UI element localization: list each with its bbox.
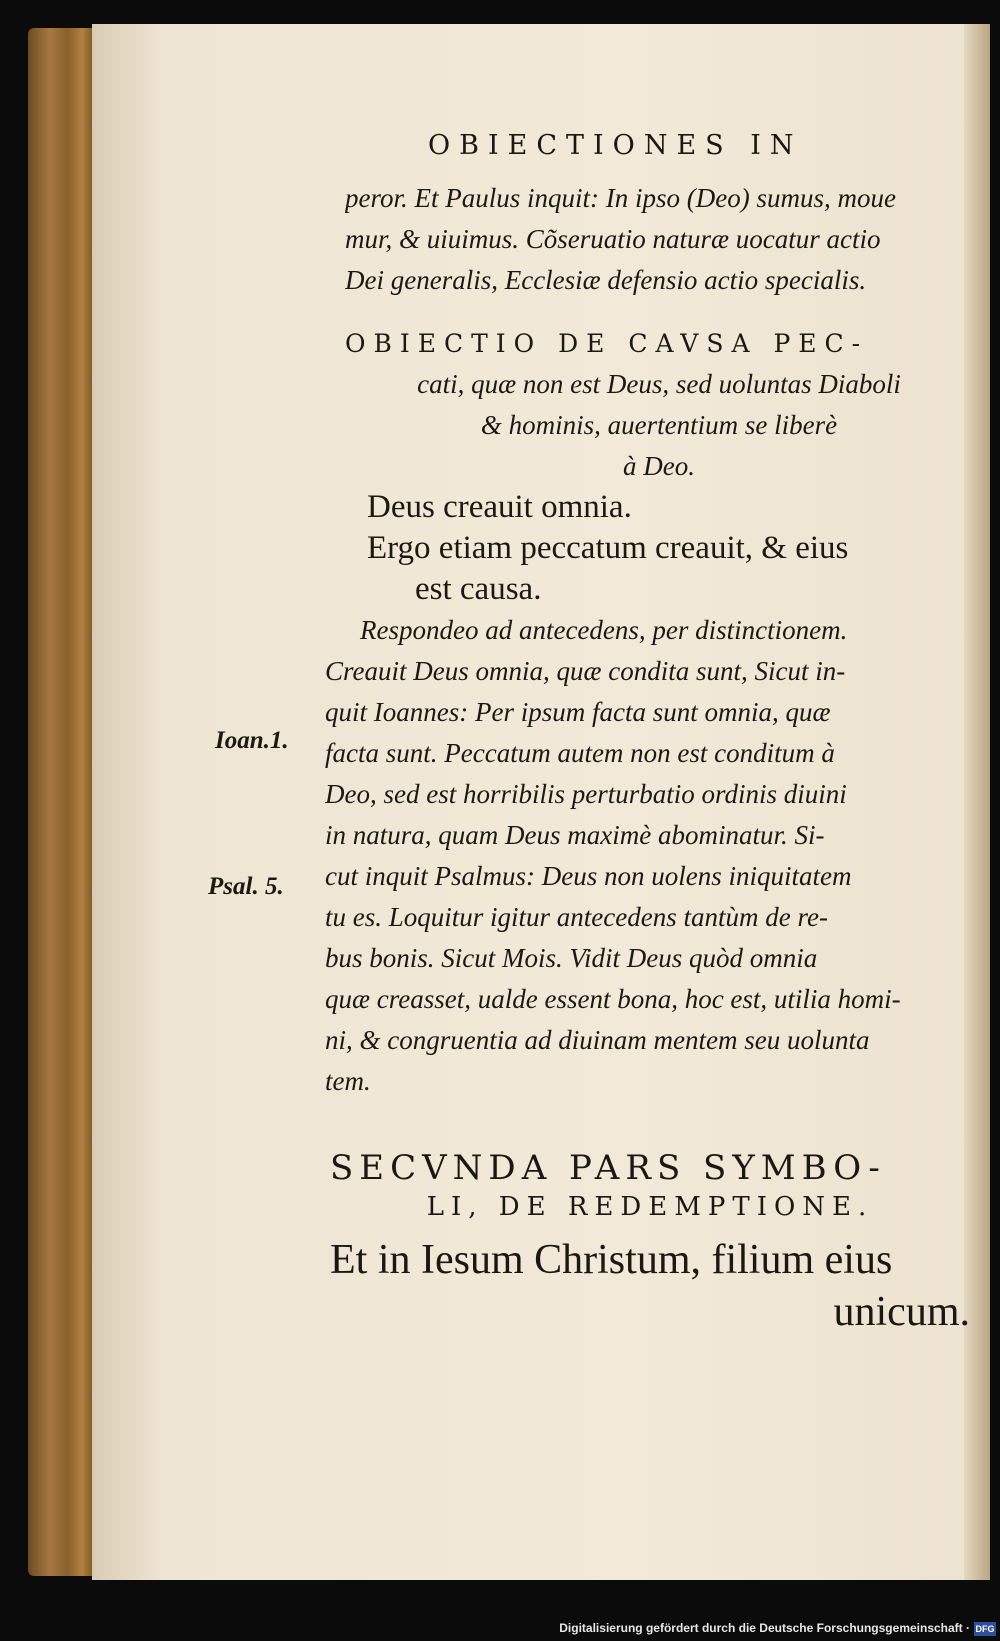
objection-heading-line: & hominis, auertentium se liberè xyxy=(480,410,838,440)
argument-major: Deus creauit omnia. xyxy=(367,489,632,525)
book-fore-edge xyxy=(28,28,100,1576)
objection-heading: OBIECTIO DE CAVSA PEC- xyxy=(345,329,869,358)
response-line: tu es. Loquitur igitur antecedens tantùm de re- xyxy=(325,902,828,932)
margin-note-psal: Psal. 5. xyxy=(208,873,284,900)
response-line: in natura, quam Deus maximè abominatur. Si- xyxy=(325,820,825,850)
response-line: cut inquit Psalmus: Deus non uolens iniquitatem xyxy=(325,861,852,891)
argument-conclusion: Ergo etiam peccatum creauit, & eius xyxy=(367,530,849,566)
response-line: bus bonis. Sicut Mois. Vidit Deus quòd omnia xyxy=(325,943,818,973)
response-line: facta sunt. Peccatum autem non est conditum à xyxy=(325,738,835,768)
response-line: Creauit Deus omnia, quæ condita sunt, Sicut in- xyxy=(325,656,846,686)
objection-heading-line: cati, quæ non est Deus, sed uoluntas Diaboli xyxy=(417,369,901,399)
response-line: quæ creasset, ualde essent bona, hoc est, utilia homi- xyxy=(325,984,901,1014)
running-head: OBIECTIONES IN xyxy=(428,130,803,161)
margin-note-ioan: Ioan.1. xyxy=(215,727,289,754)
creed-text-line2: unicum. xyxy=(833,1289,970,1335)
creed-text-line1: Et in Iesum Christum, filium eius xyxy=(330,1237,893,1283)
text-line: mur, & uiuimus. Cõseruatio naturæ uocatur actio xyxy=(345,224,881,254)
response-line: ni, & congruentia ad diuinam mentem seu uolunta xyxy=(325,1025,870,1055)
argument-conclusion-cont: est causa. xyxy=(415,571,542,607)
dfg-logo: DFG xyxy=(975,1624,995,1634)
section-two xyxy=(330,1148,970,1336)
response-line: Respondeo ad antecedens, per distinctionem. xyxy=(360,615,848,645)
text-line: peror. Et Paulus inquit: In ipso (Deo) sumus, moue xyxy=(345,183,896,213)
text-line: Dei generalis, Ecclesiæ defensio actio specialis. xyxy=(345,265,867,295)
footer-credit: Digitalisierung gefördert durch die Deutsche Forschungsgemeinschaft · xyxy=(559,1621,970,1635)
response-line: Deo, sed est horribilis perturbatio ordinis diuini xyxy=(325,779,847,809)
section-title-line2: LI, DE REDEMPTIONE. xyxy=(426,1192,874,1222)
main-text xyxy=(325,178,973,1102)
objection-heading-line: à Deo. xyxy=(623,451,695,481)
section-title-line1: SECVNDA PARS SYMBO- xyxy=(330,1148,886,1188)
response-line: quit Ioannes: Per ipsum facta sunt omnia, quæ xyxy=(325,697,831,727)
response-line: tem. xyxy=(325,1066,371,1096)
